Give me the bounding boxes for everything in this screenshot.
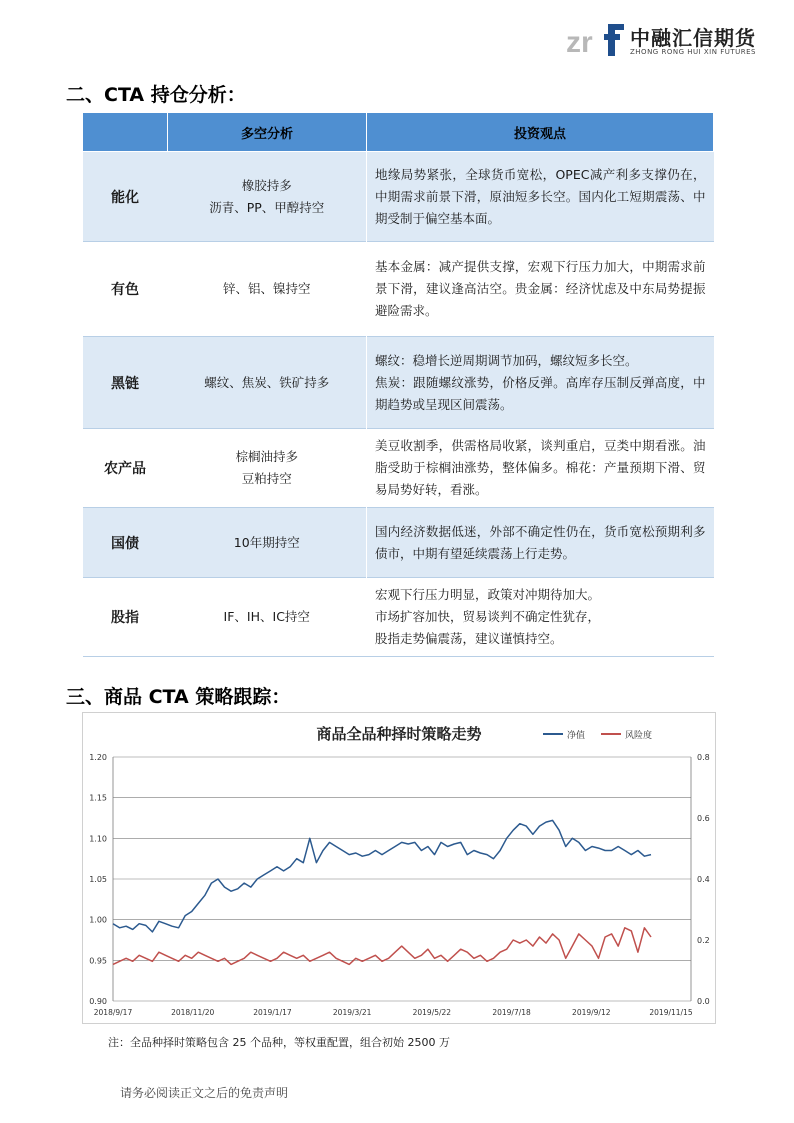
y-left-tick-label: 1.20 (89, 753, 107, 762)
row-position (168, 508, 367, 578)
position-line: 豆粕持空 (241, 471, 292, 486)
row-view: 螺纹：稳增长逆周期调节加码，螺纹短多长空。 焦炭：跟随螺纹涨势，价格反弹。高库存压制反弹高度，中期趋势或呈现区间震荡。 (367, 337, 714, 429)
x-tick-label: 2019/11/15 (649, 1008, 693, 1017)
row-view: 基本金属：减产提供支撑，宏观下行压力加大，中期需求前景下滑，建议逢高沽空。贵金属：经济忧虑及中东局势提振避险需求。 (367, 242, 714, 337)
table-row (83, 242, 714, 337)
x-tick-label: 2019/3/21 (332, 1008, 372, 1017)
x-tick-label: 2019/7/18 (492, 1008, 531, 1017)
table-row (83, 508, 714, 578)
disclaimer-footer: 请务必阅读正文之后的免责声明 (120, 1086, 289, 1100)
table-row (83, 152, 714, 242)
series-line-nav (113, 820, 651, 932)
y-right-tick-label: 0.2 (697, 936, 710, 945)
x-tick-label: 2018/11/20 (171, 1008, 215, 1017)
row-category: 农产品 (83, 429, 168, 508)
y-left-tick-label: 1.00 (89, 915, 107, 925)
svg-text:zr: zr (566, 26, 593, 59)
logo-name-cn: 中融汇信期货 (630, 26, 756, 50)
header-empty-cell (83, 113, 168, 152)
table-row (83, 337, 714, 429)
table-row (83, 578, 714, 657)
chart-note: 注：全品种择时策略包含 25 个品种，等权重配置，组合初始 2500 万 (108, 1036, 450, 1049)
header-long-short: 多空分析 (168, 113, 367, 152)
zrf-logo-icon (566, 20, 626, 62)
row-view: 宏观下行压力明显，政策对冲期待加大。 市场扩容加快，贸易谈判不确定性犹存， 股指走势偏震荡，建议谨慎持空。 (367, 578, 714, 657)
row-position (168, 429, 367, 508)
x-tick-label: 2018/9/17 (93, 1008, 133, 1017)
x-tick-label: 2019/1/17 (253, 1008, 292, 1017)
series-line-risk (113, 928, 651, 965)
y-right-tick-label: 0.8 (697, 753, 710, 762)
legend-label: 风险度 (625, 731, 653, 741)
y-left-tick-label: 1.10 (89, 834, 107, 844)
position-line: IF、IH、IC持空 (223, 609, 310, 624)
row-category: 能化 (83, 152, 168, 242)
row-category: 国债 (83, 508, 168, 578)
y-right-tick-label: 0.0 (697, 997, 710, 1006)
row-position (168, 152, 367, 242)
header-investment-view: 投资观点 (367, 113, 714, 152)
x-tick-label: 2019/9/12 (572, 1008, 611, 1017)
position-line: 棕榈油持多 (235, 449, 298, 464)
position-line: 橡胶持多 (241, 177, 292, 193)
y-left-tick-label: 1.15 (89, 793, 107, 803)
cta-positions-table (82, 112, 714, 657)
strategy-chart (82, 712, 716, 1024)
y-left-tick-label: 1.05 (89, 875, 107, 884)
y-left-tick-label: 0.95 (89, 956, 107, 966)
row-position (168, 242, 367, 337)
table-header-row (83, 113, 714, 152)
position-line: 10年期持空 (233, 534, 300, 550)
section-title-cta-positions: 二、CTA 持仓分析： (66, 84, 246, 106)
x-tick-label: 2019/5/22 (412, 1008, 452, 1017)
y-right-tick-label: 0.4 (697, 875, 710, 884)
row-category: 黑链 (83, 337, 168, 429)
position-line: 螺纹、焦炭、铁矿持多 (204, 374, 330, 390)
section-title-cta-tracking: 三、商品 CTA 策略跟踪： (66, 686, 291, 708)
row-category: 有色 (83, 242, 168, 337)
position-line: 锌、铝、镍持空 (222, 281, 311, 296)
row-view: 美豆收割季，供需格局收紧，谈判重启，豆类中期看涨。油脂受助于棕榈油涨势，整体偏多。棉花：产量预期下滑、贸易局势好转，看涨。 (367, 429, 714, 508)
y-right-tick-label: 0.6 (697, 814, 710, 823)
table-row (83, 429, 714, 508)
chart-title: 商品全品种择时策略走势 (316, 725, 482, 743)
strategy-chart-svg (83, 713, 715, 1023)
legend-label: 净值 (567, 731, 586, 741)
row-position (168, 337, 367, 429)
row-view: 国内经济数据低迷，外部不确定性仍在，货币宽松预期利多债市，中期有望延续震荡上行走势。 (367, 508, 714, 578)
company-logo (566, 20, 776, 62)
row-category: 股指 (83, 578, 168, 657)
logo-name-en: ZHONG RONG HUI XIN FUTURES (630, 48, 756, 56)
position-line: 沥青、PP、甲醇持空 (209, 199, 325, 215)
y-left-tick-label: 0.90 (89, 997, 107, 1006)
row-view: 地缘局势紧张，全球货币宽松，OPEC减产利多支撑仍在，中期需求前景下滑，原油短多长空。国内化工短期震荡、中期受制于偏空基本面。 (367, 152, 714, 242)
row-position (168, 578, 367, 657)
